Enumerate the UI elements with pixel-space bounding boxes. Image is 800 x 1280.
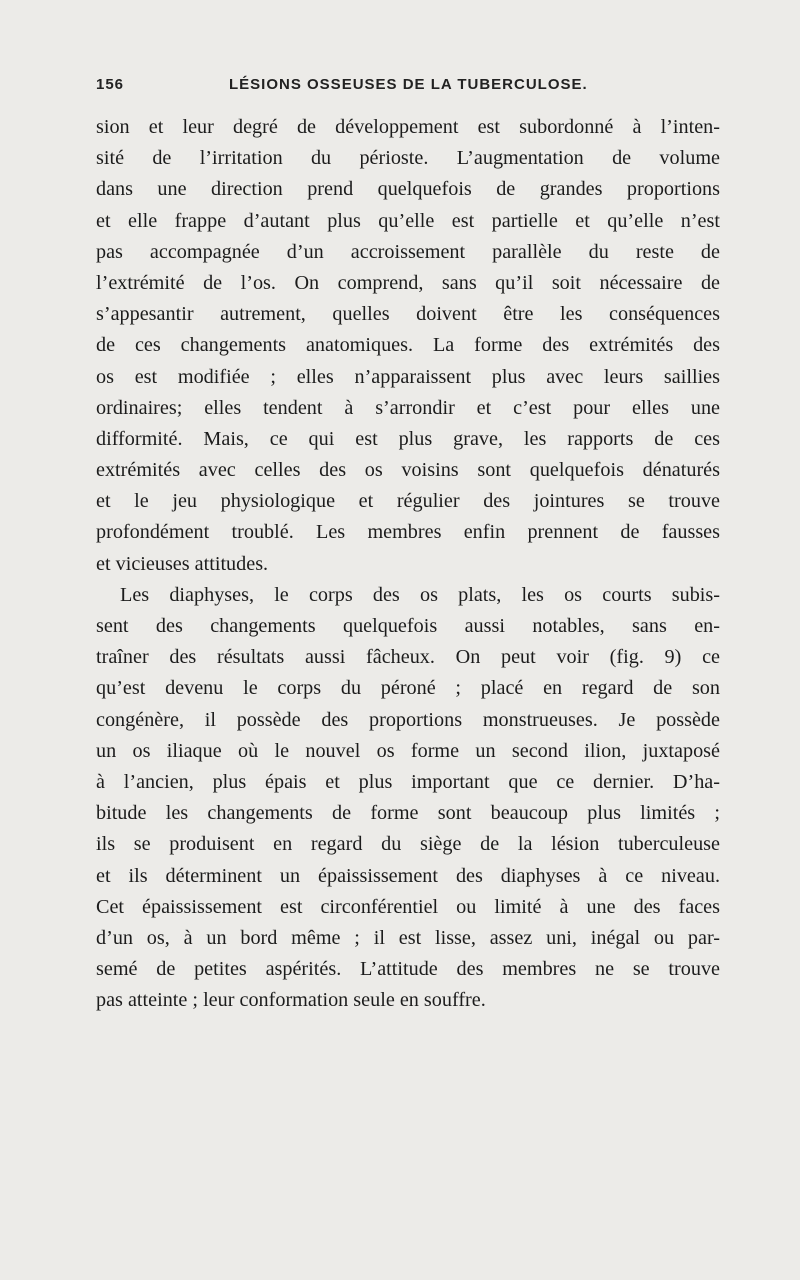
text-line: bitude les changements de forme sont beaucoup plus limités ; <box>96 802 720 825</box>
running-head <box>96 76 718 100</box>
text-line: ils se produisent en regard du siège de la lésion tuberculeuse <box>96 833 720 856</box>
text-line: et le jeu physiologique et régulier des jointures se trouve <box>96 490 720 513</box>
text-line: à l’ancien, plus épais et plus important que ce dernier. D’ha- <box>96 770 720 793</box>
text-line: et elle frappe d’autant plus qu’elle est partielle et qu’elle n’est <box>96 209 720 232</box>
text-line: dans une direction prend quelquefois de grandes proportions <box>96 178 720 201</box>
running-title: LÉSIONS OSSEUSES DE LA TUBERCULOSE. <box>229 76 588 93</box>
text-line: congénère, il possède des proportions monstrueuses. Je possède <box>96 708 720 731</box>
text-line: qu’est devenu le corps du péroné ; placé en regard de son <box>96 677 720 700</box>
text-line: extrémités avec celles des os voisins sont quelquefois dénaturés <box>96 459 720 482</box>
paragraph-1 <box>96 112 720 580</box>
text-line: profondément troublé. Les membres enfin prennent de fausses <box>96 521 720 544</box>
text-line: un os iliaque où le nouvel os forme un second ilion, juxtaposé <box>96 739 720 762</box>
text-line: ordinaires; elles tendent à s’arrondir et c’est pour elles une <box>96 396 720 419</box>
text-line: semé de petites aspérités. L’attitude des membres ne se trouve <box>96 958 720 981</box>
body-text <box>96 112 720 1016</box>
text-line: sion et leur degré de développement est subordonné à l’inten- <box>96 116 720 138</box>
page-number: 156 <box>96 76 125 93</box>
text-line: pas accompagnée d’un accroissement parallèle du reste de <box>96 240 720 263</box>
paragraph-2 <box>96 580 720 1017</box>
text-line: sité de l’irritation du périoste. L’augmentation de volume <box>96 147 720 170</box>
text-line: et vicieuses attitudes. <box>96 552 269 575</box>
text-line: de ces changements anatomiques. La forme des extrémités des <box>96 334 720 357</box>
text-line: et ils déterminent un épaississement des diaphyses à ce niveau. <box>96 864 720 887</box>
text-line: l’extrémité de l’os. On comprend, sans qu’il soit nécessaire de <box>96 271 720 294</box>
text-line: os est modifiée ; elles n’apparaissent plus avec leurs saillies <box>96 365 720 388</box>
text-line: traîner des résultats aussi fâcheux. On peut voir (fig. 9) ce <box>96 646 720 669</box>
text-line: difformité. Mais, ce qui est plus grave, les rapports de ces <box>96 427 720 450</box>
text-line: Cet épaississement est circonférentiel ou limité à une des faces <box>96 895 720 918</box>
text-line: pas atteinte ; leur conformation seule en souffre. <box>96 989 486 1012</box>
text-line: d’un os, à un bord même ; il est lisse, assez uni, inégal ou par- <box>96 926 720 949</box>
text-line: sent des changements quelquefois aussi notables, sans en- <box>96 615 720 637</box>
text-line: Les diaphyses, le corps des os plats, les os courts subis- <box>120 583 720 606</box>
text-line: s’appesantir autrement, quelles doivent être les conséquences <box>96 303 720 326</box>
